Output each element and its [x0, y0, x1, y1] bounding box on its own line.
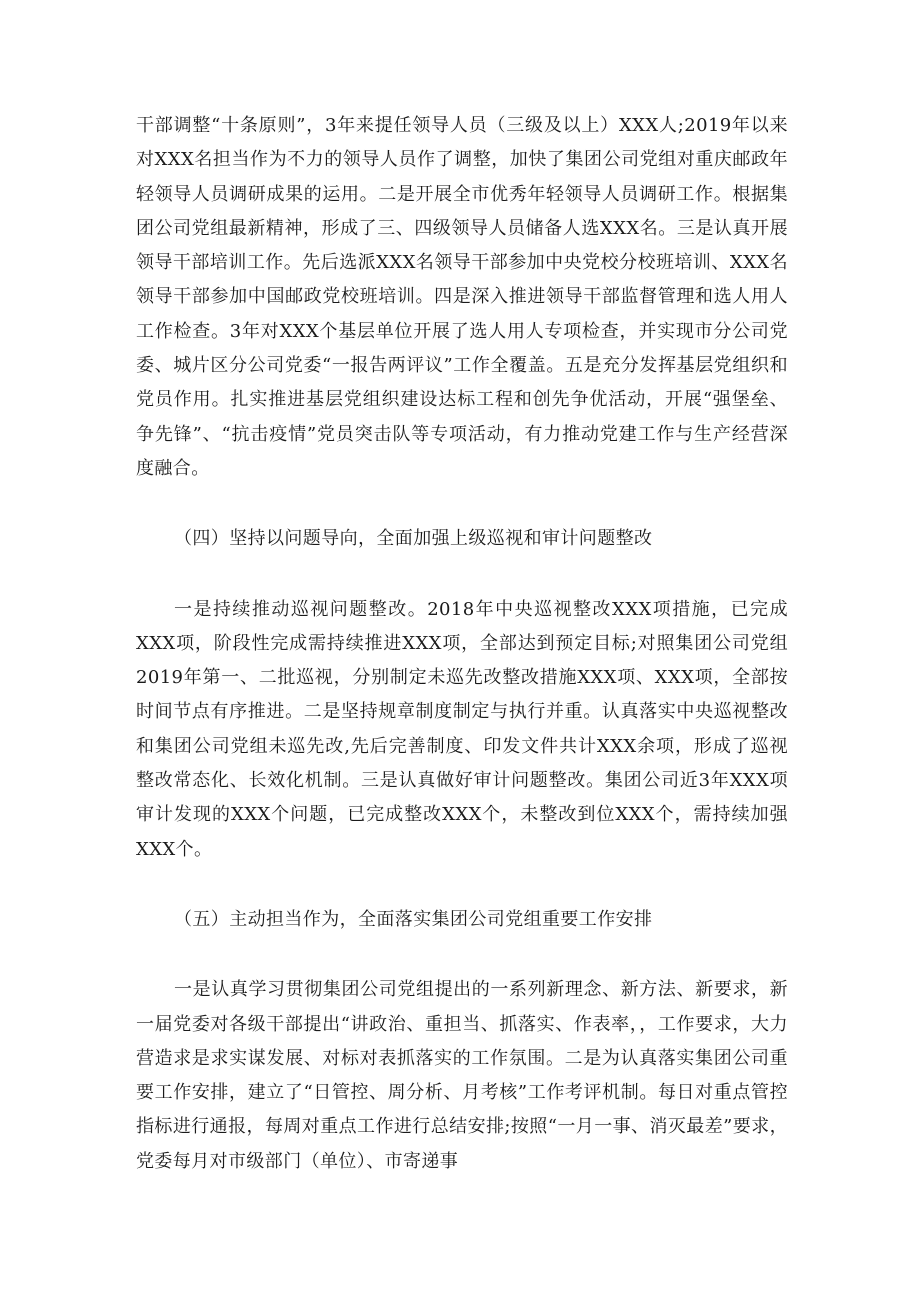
document-page [136, 109, 788, 1179]
section-5-body: 一是认真学习贯彻集团公司党组提出的一系列新理念、新方法、新要求，新一届党委对各级干部提出“讲政治、重担当、抓落实、作表率，，工作要求，大力营造求是求实谋发展、对标对表抓落实的工作氛围。二是为认真落实集团公司重要工作安排，建立了“日管控、周分析、月考核”工作考评机制。每日对重点管控指标进行通报，每周对重点工作进行总结安排;按照“一月一事、消灭最差”要求，党委每月对市级部门（单位）、市寄递事 [136, 979, 788, 1172]
section-3-continuation: 干部调整“十条原则”，3年来提任领导人员（三级及以上）XXX人;2019年以来对XXX名担当作为不力的领导人员作了调整，加快了集团公司党组对重庆邮政年轻领导人员调研成果的运用。二是开展全市优秀年轻领导人员调研工作。根据集团公司党组最新精神，形成了三、四级领导人员储备人选XXX名。三是认真开展领导干部培训工作。先后选派XXX名领导干部参加中央党校分校班培训、XXX名领导干部参加中国邮政党校班培训。四是深入推进领导干部监督管理和选人用人工作检查。3年对XXX个基层单位开展了选人用人专项检查，并实现市分公司党委、城片区分公司党委“一报告两评议”工作全覆盖。五是充分发挥基层党组织和党员作用。扎实推进基层党组织建设达标工程和创先争优活动，开展“强堡垒、争先锋”、“抗击疫情”党员突击队等专项活动，有力推动党建工作与生产经营深度融合。 [136, 115, 788, 479]
section-5-heading: （五）主动担当作为，全面落实集团公司党组重要工作安排 [174, 908, 653, 930]
paragraph-gap [136, 937, 788, 973]
paragraph-gap [136, 557, 788, 593]
paragraph-gap [136, 486, 788, 522]
section-4-heading: （四）坚持以问题导向，全面加强上级巡视和审计问题整改 [174, 528, 653, 550]
paragraph-gap [136, 867, 788, 903]
section-4-body: 一是持续推动巡视问题整改。2018年中央巡视整改XXX项措施，已完成XXX项，阶段性完成需持续推进XXX项，全部达到预定目标;对照集团公司党组2019年第一、二批巡视，分别制定未巡先改整改措施XXX项、XXX项，全部按时间节点有序推进。二是坚持规章制度制定与执行并重。认真落实中央巡视整改和集团公司党组未巡先改,先后完善制度、印发文件共计XXX余项，形成了巡视整改常态化、长效化机制。三是认真做好审计问题整改。集团公司近3年XXX项审计发现的XXX个问题，已完成整改XXX个，未整改到位XXX个，需持续加强XXX个。 [136, 598, 788, 860]
